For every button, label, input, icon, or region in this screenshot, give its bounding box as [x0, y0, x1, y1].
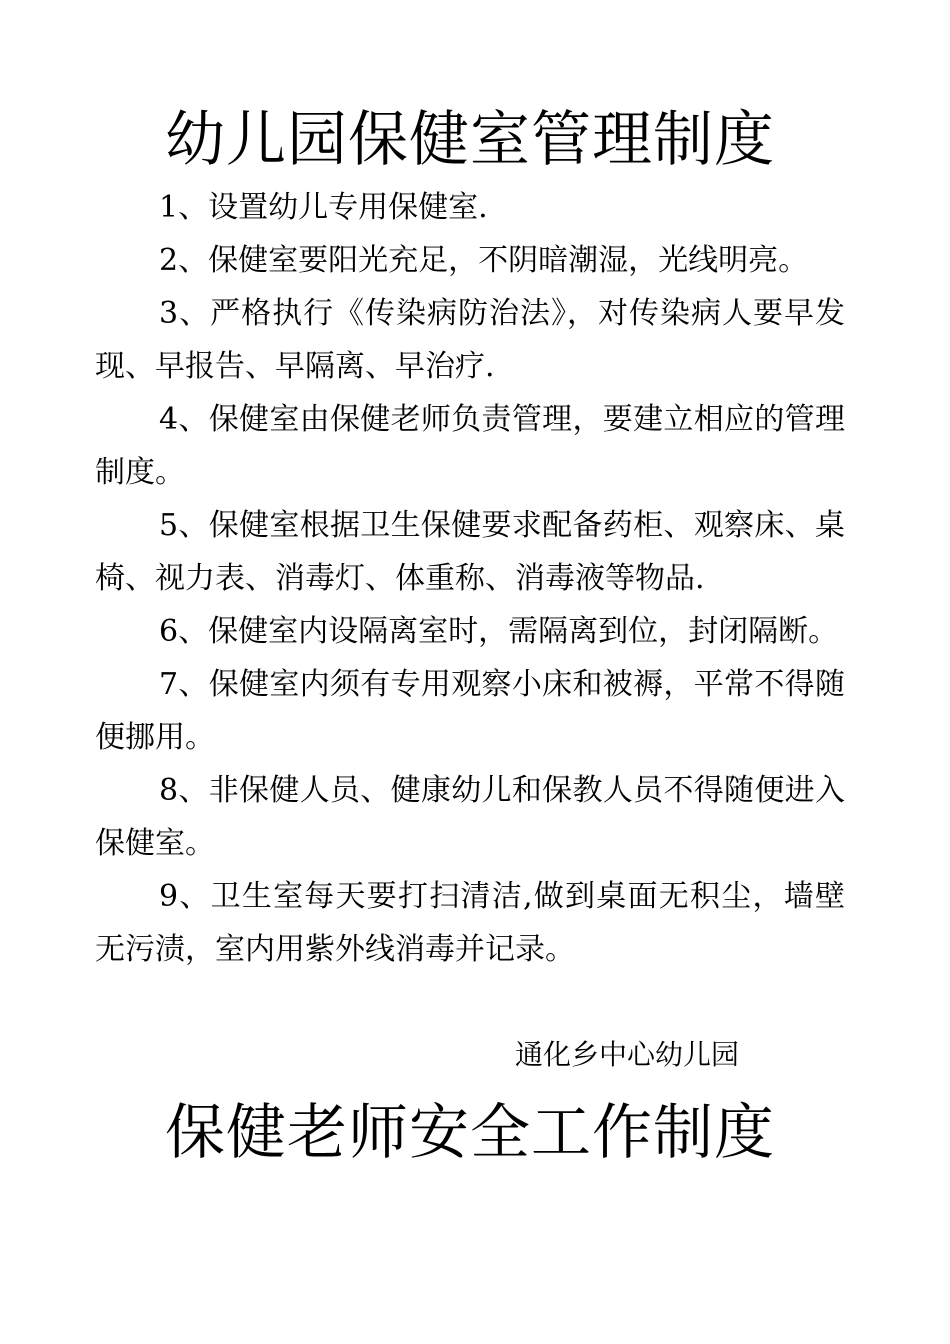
rule-item: 9、卫生室每天要打扫清洁,做到桌面无积尘，墙壁无污渍，室内用紫外线消毒并记录。 [95, 879, 845, 967]
rule-item: 8、非保健人员、健康幼儿和保教人员不得随便进入保健室。 [95, 773, 845, 861]
rule-item: 3、严格执行《传染病防治法》，对传染病人要早发现、早报告、早隔离、早治疗. [95, 296, 845, 384]
rule-item: 1、设置幼儿专用保健室. [159, 190, 488, 225]
next-section-title: 保健老师安全工作制度 [165, 1098, 775, 1168]
rule-item: 7、保健室内须有专用观察小床和被褥，平常不得随便挪用。 [95, 667, 845, 755]
rules-list [95, 181, 845, 976]
rule-item: 2、保健室要阳光充足，不阴暗潮湿，光线明亮。 [159, 243, 809, 278]
rule-item: 5、保健室根据卫生保健要求配备药柜、观察床、桌椅、视力表、消毒灯、体重称、消毒液等物品. [95, 508, 845, 596]
document-title: 幼儿园保健室管理制度 [165, 105, 775, 175]
rule-item: 6、保健室内设隔离室时，需隔离到位，封闭隔断。 [159, 614, 839, 649]
signature: 通化乡中心幼儿园 [515, 1038, 740, 1071]
rule-item: 4、保健室由保健老师负责管理，要建立相应的管理制度。 [95, 402, 845, 490]
